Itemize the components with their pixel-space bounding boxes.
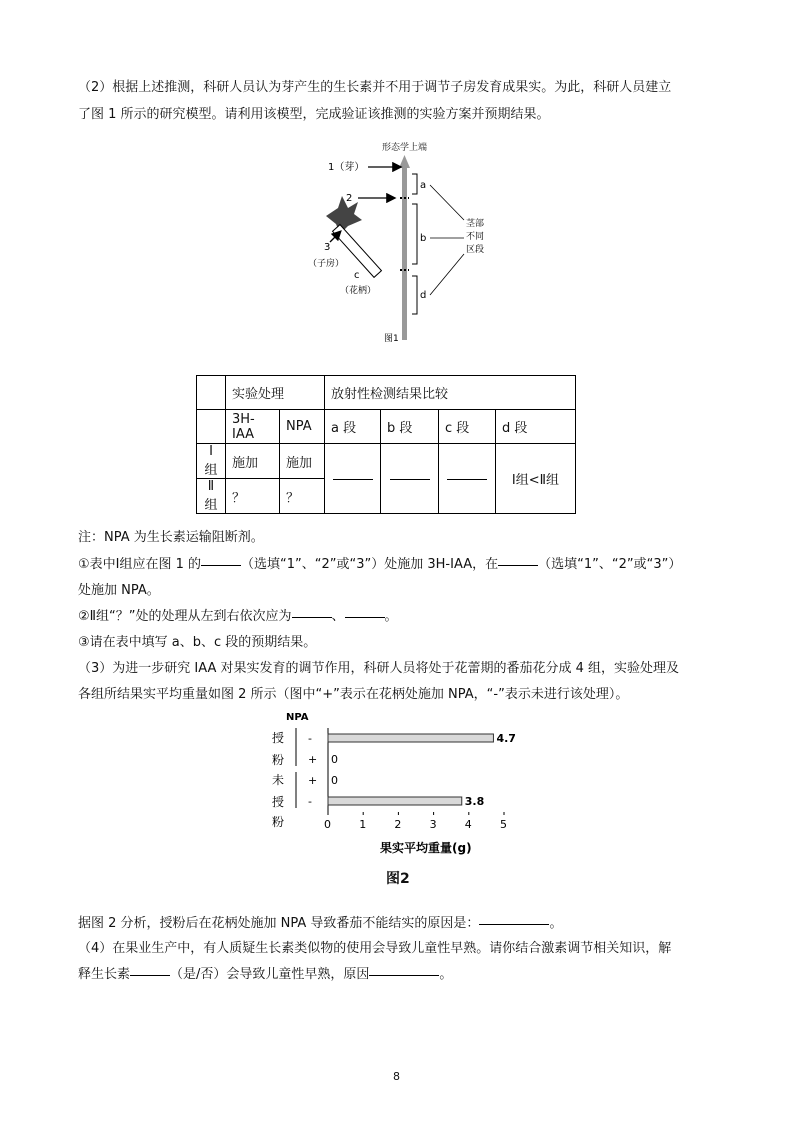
table-row1-iaa: 施加: [226, 444, 280, 479]
group-label-char: 授: [272, 731, 285, 745]
x-tick-label: 4: [464, 818, 472, 831]
table-header-treatment: 实验处理: [226, 376, 325, 410]
table-corner: [197, 376, 226, 410]
bar-value-label: 3.8: [464, 795, 485, 808]
category-label: +: [308, 774, 318, 787]
blank-4[interactable]: [345, 616, 385, 618]
table-col-d: d 段: [496, 410, 576, 444]
stem-arrow-icon: [399, 155, 410, 168]
category-label: -: [308, 795, 312, 808]
table-blank-c[interactable]: [439, 444, 496, 514]
fig1-bracket-2: 不同: [466, 232, 485, 242]
note-npa: 注：NPA 为生长素运输阻断剂。: [78, 530, 264, 545]
table-col-npa: NPA: [280, 410, 325, 444]
question-3: ③请在表中填写 a、b、c 段的预期结果。: [78, 635, 317, 650]
group-label-char: 未: [272, 773, 285, 787]
bar: [328, 734, 493, 742]
para3-line2: 各组所结果实平均重量如图 2 所示（图中“+”表示在花柄处施加 NPA，“-”表示未进行该处理）。: [78, 687, 629, 702]
blank-7[interactable]: [369, 974, 439, 976]
table-header-result: 放射性检测结果比较: [325, 376, 576, 410]
results-table: [196, 375, 576, 514]
fig1-label-c: c: [354, 270, 360, 281]
figure-1-diagram: [296, 138, 496, 348]
table-blank-b[interactable]: [381, 444, 439, 514]
table-row2-npa: ？: [280, 479, 325, 514]
table-row1-npa: 施加: [280, 444, 325, 479]
blank-5[interactable]: [479, 923, 549, 925]
x-tick-label: 0: [324, 818, 331, 831]
stem: [402, 164, 407, 340]
question-1-cont: 处施加 NPA。: [78, 583, 160, 598]
fig1-seg-d: d: [420, 290, 427, 301]
para2-line1: （2）根据上述推测，科研人员认为芽产生的生长素并不用于调节子房发育成果实。为此，科研人员建立: [78, 80, 672, 95]
fig1-label-3-sub: （子房）: [308, 259, 345, 269]
table-col-c: c 段: [439, 410, 496, 444]
table-d-result: Ⅰ组<Ⅱ组: [496, 444, 576, 514]
category-label: +: [308, 753, 318, 766]
para3-line1: （3）为进一步研究 IAA 对果实发育的调节作用，科研人员将处于花蕾期的番茄花分成 4 组，实验处理及: [78, 661, 680, 676]
question-1: ①表中Ⅰ组应在图 1 的 （选填“1”、“2”或“3”）处施加 3H-IAA，在 （选填“1”、“2”或“3”）: [78, 557, 682, 572]
fig1-label-c-sub: （花柄）: [340, 286, 377, 296]
bar-value-label: 0: [331, 774, 338, 787]
question-2: ②Ⅱ组“？”处的处理从左到右依次应为 、 。: [78, 609, 398, 624]
group-label-char: 粉: [272, 815, 285, 829]
bar-value-label: 0: [331, 753, 338, 766]
table-row1-label: Ⅰ组: [197, 444, 226, 479]
fig2-caption: 图2: [386, 871, 410, 887]
category-label: -: [308, 732, 312, 745]
fig1-label-2: 2: [346, 193, 353, 204]
bar-value-label: 4.7: [496, 732, 516, 745]
fig1-label-1: 1（芽）: [328, 162, 365, 173]
x-tick-label: 5: [500, 818, 507, 831]
table-row2-iaa: ？: [226, 479, 280, 514]
table-col-iaa: 3H-IAA: [226, 410, 280, 444]
table-row2-label: Ⅱ组: [197, 479, 226, 514]
table-corner-2: [197, 410, 226, 444]
group-label-char: 授: [272, 795, 285, 809]
fig1-bracket-3: 区段: [466, 245, 485, 255]
para5-line2: 释生长素 （是/否）会导致儿童性早熟，原因 。: [78, 967, 453, 982]
para5-line1: （4）在果业生产中，有人质疑生长素类似物的使用会导致儿童性早熟。请你结合激素调节相关知识，解: [78, 941, 672, 956]
blank-2[interactable]: [498, 564, 538, 566]
fig1-label-3: 3: [324, 242, 331, 253]
fig1-seg-b: b: [420, 233, 427, 244]
figure-1: [296, 138, 496, 348]
page-number: 8: [393, 1070, 400, 1083]
table-blank-a[interactable]: [325, 444, 381, 514]
fig1-bracket-1: 茎部: [466, 219, 485, 229]
chart-svg: [262, 708, 516, 860]
figure-2-chart: [262, 708, 516, 860]
x-tick-label: 1: [359, 818, 367, 831]
fig1-caption: 图1: [384, 334, 399, 344]
x-axis-title: 果实平均重量(g): [380, 841, 472, 855]
fig1-seg-a: a: [420, 180, 427, 191]
x-tick-label: 2: [394, 818, 402, 831]
group-label-char: 粉: [272, 753, 285, 767]
npa-header: NPA: [286, 712, 309, 723]
table-col-b: b 段: [381, 410, 439, 444]
x-tick-label: 3: [429, 818, 437, 831]
table-col-a: a 段: [325, 410, 381, 444]
fig1-top-label: 形态学上端: [382, 143, 428, 153]
blank-1[interactable]: [201, 564, 241, 566]
blank-6[interactable]: [130, 974, 170, 976]
question-fig2: 据图 2 分析，授粉后在花柄处施加 NPA 导致番茄不能结实的原因是： 。: [78, 916, 563, 931]
bar: [328, 797, 462, 805]
blank-3[interactable]: [292, 616, 332, 618]
para2-line2: 了图 1 所示的研究模型。请利用该模型，完成验证该推测的实验方案并预期结果。: [78, 107, 550, 122]
flower-icon: [326, 196, 362, 234]
